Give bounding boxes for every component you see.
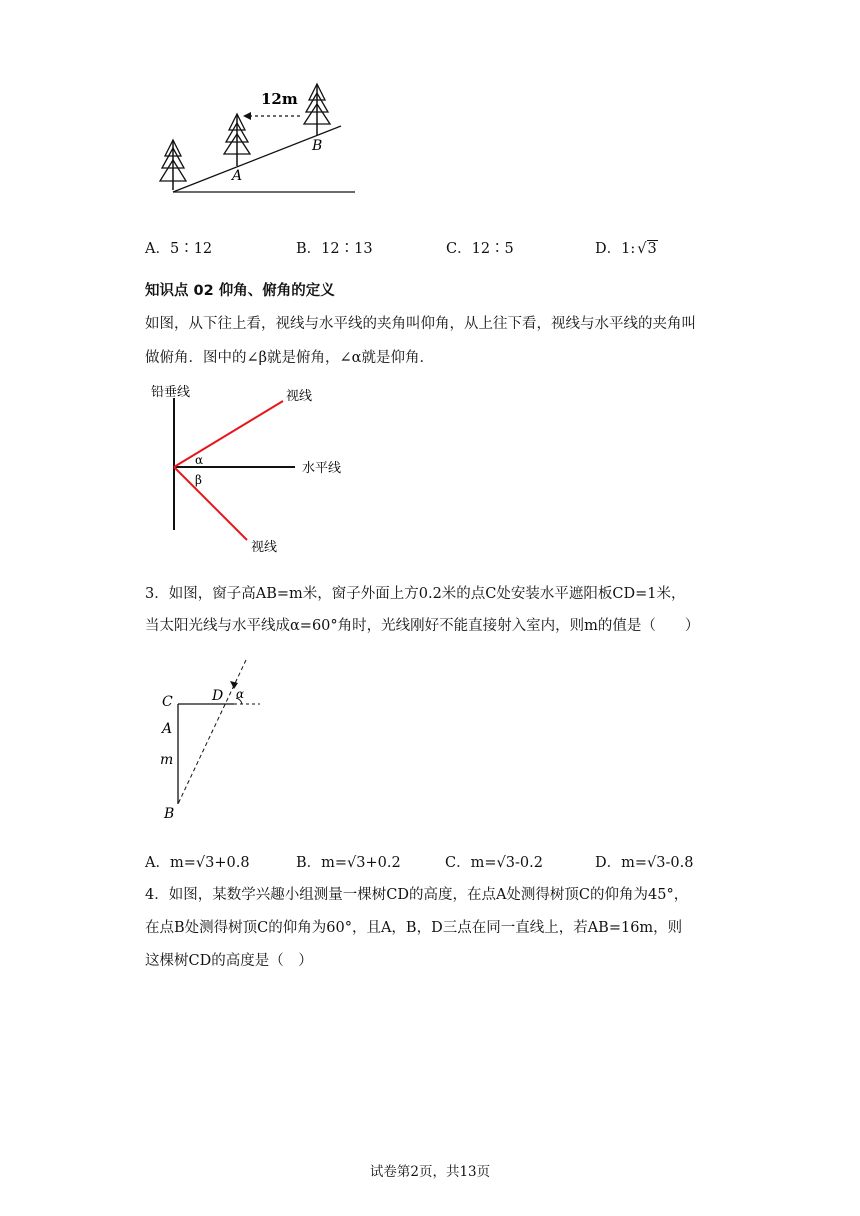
- sqrt-symbol: √3: [637, 241, 657, 257]
- q4-line3: 这棵树CD的高度是（ ）: [145, 953, 313, 969]
- window-shade-figure: [150, 652, 280, 830]
- point-c-label: C: [162, 694, 173, 710]
- alpha-label: α: [195, 453, 204, 467]
- section-paragraph-line1: 如图，从下往上看，视线与水平线的夹角叫仰角，从上往下看，视线与水平线的夹角叫: [145, 316, 696, 332]
- horizontal-line-label: 水平线: [302, 461, 342, 476]
- q3-line2: 当太阳光线与水平线成α=60°角时，光线刚好不能直接射入室内，则m的值是（ ）: [145, 618, 700, 634]
- lower-sight-line: [174, 467, 247, 540]
- q3-option-b: B．m=√3+0.2: [296, 855, 401, 871]
- option-d-radicand: 3: [647, 241, 657, 257]
- slope-trees-figure: [145, 78, 365, 200]
- alpha-angle-label: α: [236, 687, 245, 701]
- length-m-label: m: [160, 752, 174, 768]
- section-paragraph-line2: 做俯角．图中的∠β就是俯角，∠α就是仰角．: [145, 350, 434, 366]
- distance-label: 12m: [261, 90, 298, 108]
- vertical-line-label: 铅垂线: [151, 385, 191, 400]
- beta-label: β: [195, 473, 202, 487]
- option-a: A．5∶12: [145, 241, 213, 257]
- q3-option-d: D．m=√3-0.8: [595, 855, 694, 871]
- q4-line2: 在点B处测得树顶C的仰角为60°，且A，B，D三点在同一直线上，若AB=16m，则: [145, 920, 683, 936]
- q3-option-c: C．m=√3-0.2: [445, 855, 543, 871]
- option-d-prefix: D．1:: [595, 241, 636, 257]
- point-d-label: D: [212, 688, 224, 704]
- upper-sight-label: 视线: [286, 389, 313, 404]
- point-a-label: A: [232, 168, 243, 184]
- q3-option-a: A．m=√3+0.8: [145, 855, 250, 871]
- option-b: B．12∶13: [296, 241, 373, 257]
- tree-icon: [224, 114, 250, 166]
- slope-line: [173, 126, 341, 192]
- upper-sight-line: [174, 401, 283, 467]
- tree-icon: [160, 140, 186, 190]
- lower-sight-label: 视线: [251, 540, 278, 555]
- section-title: 知识点 02 仰角、俯角的定义: [145, 283, 335, 299]
- point-b-label: B: [164, 806, 175, 822]
- tree-icon: [304, 84, 330, 135]
- q4-line1: 4．如图，某数学兴趣小组测量一棵树CD的高度，在点A处测得树顶C的仰角为45°，: [145, 887, 689, 903]
- option-d: [595, 237, 658, 258]
- point-a-label: A: [162, 721, 173, 737]
- q3-line1: 3．如图，窗子高AB=m米，窗子外面上方0.2米的点C处安装水平遮阳板CD=1米，: [145, 586, 686, 602]
- point-b-label: B: [312, 138, 323, 154]
- option-c: C．12∶5: [446, 241, 514, 257]
- page-footer: 试卷第2页，共13页: [369, 1164, 491, 1180]
- sun-ray: [178, 660, 246, 804]
- elevation-depression-figure: [145, 380, 365, 560]
